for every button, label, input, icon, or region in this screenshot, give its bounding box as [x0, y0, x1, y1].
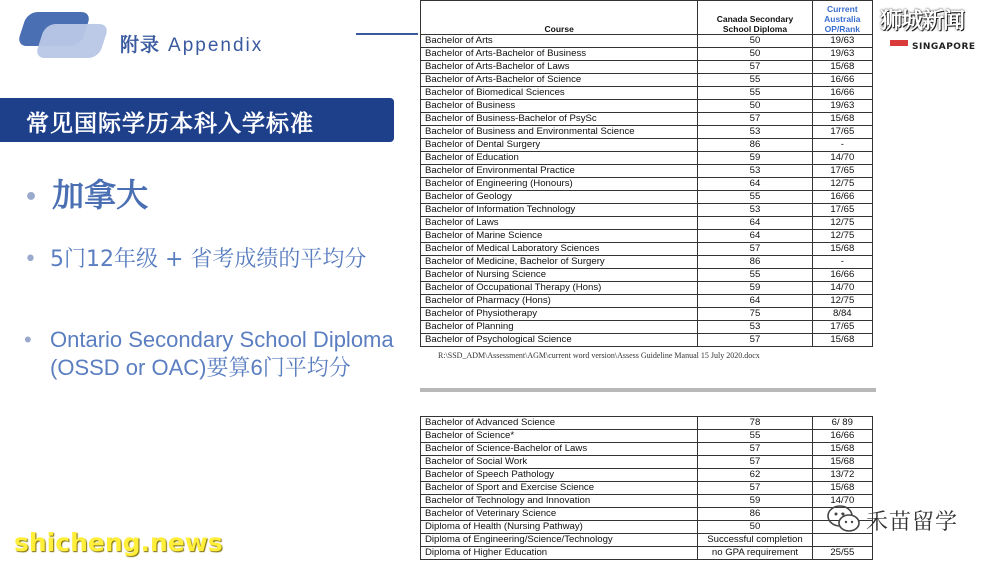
cell-course: Bachelor of Environmental Practice: [421, 165, 698, 178]
cell-diploma: 86: [698, 256, 812, 269]
bullet-ossd: [24, 326, 394, 382]
table-row: [421, 35, 873, 48]
cell-course: Bachelor of Technology and Innovation: [421, 495, 698, 508]
table-row: [421, 178, 873, 191]
header-rank: Current Australia OP/Rank: [812, 1, 872, 35]
cell-course: Bachelor of Speech Pathology: [421, 469, 698, 482]
site-watermark: shicheng.news: [14, 528, 223, 557]
table-row: [421, 508, 873, 521]
table-row: [421, 126, 873, 139]
table-row: [421, 243, 873, 256]
cell-diploma: 59: [698, 495, 812, 508]
cell-rank: [812, 534, 872, 547]
cell-diploma: 78: [698, 417, 812, 430]
cell-rank: 8/84: [812, 308, 872, 321]
cell-course: Bachelor of Arts-Bachelor of Laws: [421, 61, 698, 74]
cell-rank: 15/68: [812, 456, 872, 469]
cell-rank: 16/66: [812, 87, 872, 100]
cell-rank: 14/70: [812, 152, 872, 165]
cell-rank: 15/68: [812, 443, 872, 456]
table-row: [421, 269, 873, 282]
brand-name: 狮城新闻: [880, 9, 965, 34]
table-row: [421, 469, 873, 482]
cell-course: Bachelor of Nursing Science: [421, 269, 698, 282]
cell-diploma: 50: [698, 521, 812, 534]
cell-rank: 19/63: [812, 48, 872, 61]
table-row: [421, 495, 873, 508]
bullet-dot-icon: •: [24, 247, 37, 272]
cell-course: Bachelor of Information Technology: [421, 204, 698, 217]
cell-rank: 12/75: [812, 178, 872, 191]
bullet-text: Ontario Secondary School Diploma (OSSD or OAC)要算6门平均分: [50, 327, 394, 380]
entry-requirements-table: [420, 0, 873, 347]
table-row: [421, 256, 873, 269]
cell-diploma: 55: [698, 87, 812, 100]
cell-rank: -: [812, 256, 872, 269]
cell-course: Bachelor of Education: [421, 152, 698, 165]
table-row: [421, 547, 873, 560]
cell-diploma: 57: [698, 334, 812, 347]
slide-logo-shape-light: [34, 24, 109, 58]
cell-rank: 17/65: [812, 204, 872, 217]
cell-course: Bachelor of Veterinary Science: [421, 508, 698, 521]
cell-diploma: 62: [698, 469, 812, 482]
table-row: [421, 48, 873, 61]
wechat-icon: [826, 504, 862, 534]
cell-diploma: 57: [698, 61, 812, 74]
cell-rank: 14/70: [812, 282, 872, 295]
table-row: [421, 61, 873, 74]
cell-diploma: 57: [698, 113, 812, 126]
cell-diploma: 75: [698, 308, 812, 321]
cell-course: Bachelor of Science-Bachelor of Laws: [421, 443, 698, 456]
cell-diploma: 57: [698, 243, 812, 256]
cell-diploma: 57: [698, 482, 812, 495]
table-row: [421, 139, 873, 152]
cell-course: Bachelor of Physiotherapy: [421, 308, 698, 321]
cell-course: Diploma of Health (Nursing Pathway): [421, 521, 698, 534]
table-row: [421, 417, 873, 430]
appendix-cn: 附录: [120, 34, 161, 56]
header-diploma: Canada Secondary School Diploma: [698, 1, 812, 35]
table-row: [421, 74, 873, 87]
cell-rank: 15/68: [812, 334, 872, 347]
cell-course: Bachelor of Planning: [421, 321, 698, 334]
cell-rank: 12/75: [812, 217, 872, 230]
table-row: [421, 534, 873, 547]
cell-course: Bachelor of Sport and Exercise Science: [421, 482, 698, 495]
cell-rank: 19/63: [812, 35, 872, 48]
cell-course: Bachelor of Geology: [421, 191, 698, 204]
cell-course: Bachelor of Advanced Science: [421, 417, 698, 430]
table-row: [421, 204, 873, 217]
cell-diploma: 53: [698, 165, 812, 178]
cell-course: Bachelor of Engineering (Honours): [421, 178, 698, 191]
cell-course: Diploma of Higher Education: [421, 547, 698, 560]
appendix-heading: [120, 30, 263, 57]
cell-diploma: 50: [698, 100, 812, 113]
cell-course: Bachelor of Dental Surgery: [421, 139, 698, 152]
table-row: [421, 443, 873, 456]
cell-rank: -: [812, 139, 872, 152]
cell-rank: 13/72: [812, 469, 872, 482]
cell-rank: 15/68: [812, 61, 872, 74]
cell-rank: 19/63: [812, 100, 872, 113]
cell-course: Bachelor of Occupational Therapy (Hons): [421, 282, 698, 295]
table-row: [421, 295, 873, 308]
cell-diploma: 55: [698, 269, 812, 282]
bullet-text: 5门12年级 + 省考成绩的平均分: [50, 247, 367, 272]
cell-rank: 17/65: [812, 126, 872, 139]
cell-rank: 15/68: [812, 243, 872, 256]
brand-logo: [878, 4, 996, 56]
banner-title: 常见国际学历本科入学标准: [26, 111, 314, 137]
bullet-dot-icon: •: [24, 327, 32, 352]
cell-diploma: 57: [698, 456, 812, 469]
table-row: [421, 152, 873, 165]
cell-course: Bachelor of Biomedical Sciences: [421, 87, 698, 100]
cell-course: Bachelor of Science*: [421, 430, 698, 443]
cell-course: Bachelor of Arts-Bachelor of Business: [421, 48, 698, 61]
cell-diploma: 55: [698, 74, 812, 87]
cell-course: Bachelor of Medical Laboratory Sciences: [421, 243, 698, 256]
table-footnote: R:\SSD_ADM\Assessment\AGM\current word version\Assess Guideline Manual 15 July 2020.docx: [438, 351, 760, 360]
cell-rank: 12/75: [812, 230, 872, 243]
appendix-en: Appendix: [168, 35, 264, 56]
cell-rank: 14/70: [812, 495, 872, 508]
cell-course: Bachelor of Pharmacy (Hons): [421, 295, 698, 308]
cell-diploma: 64: [698, 230, 812, 243]
title-banner: [0, 98, 394, 142]
header-course: Course: [421, 1, 698, 35]
cell-diploma: 53: [698, 321, 812, 334]
cell-diploma: 64: [698, 178, 812, 191]
cell-diploma: 53: [698, 204, 812, 217]
page-divider: [420, 388, 876, 392]
cell-course: Bachelor of Marine Science: [421, 230, 698, 243]
singapore-flag-icon: [890, 40, 908, 52]
bullet-dot-icon: •: [24, 184, 39, 210]
cell-diploma: Successful completion: [698, 534, 812, 547]
bullet-text: 加拿大: [52, 176, 149, 214]
table-row: [421, 334, 873, 347]
cell-diploma: 64: [698, 295, 812, 308]
cell-diploma: 53: [698, 126, 812, 139]
bullet-grade12: [24, 246, 384, 274]
cell-course: Bachelor of Arts-Bachelor of Science: [421, 74, 698, 87]
cell-rank: 17/65: [812, 321, 872, 334]
cell-diploma: 86: [698, 508, 812, 521]
table-row: [421, 521, 873, 534]
table-row: [421, 100, 873, 113]
table-row: [421, 282, 873, 295]
bullet-canada: [24, 170, 148, 216]
cell-rank: 16/66: [812, 74, 872, 87]
cell-diploma: 50: [698, 48, 812, 61]
cell-diploma: 55: [698, 191, 812, 204]
cell-rank: 12/75: [812, 295, 872, 308]
cell-diploma: 55: [698, 430, 812, 443]
cell-course: Bachelor of Business: [421, 100, 698, 113]
cell-course: Bachelor of Business and Environmental Science: [421, 126, 698, 139]
cell-rank: 16/66: [812, 430, 872, 443]
table-row: [421, 482, 873, 495]
table-row: [421, 321, 873, 334]
cell-course: Bachelor of Business-Bachelor of PsySc: [421, 113, 698, 126]
cell-rank: 16/66: [812, 269, 872, 282]
wechat-account-label: 禾苗留学: [866, 510, 959, 535]
brand-sub: SINGAPORE: [912, 42, 976, 52]
cell-diploma: 59: [698, 152, 812, 165]
cell-rank: 16/66: [812, 191, 872, 204]
cell-diploma: 86: [698, 139, 812, 152]
table-row: [421, 430, 873, 443]
cell-course: Bachelor of Psychological Science: [421, 334, 698, 347]
cell-diploma: 59: [698, 282, 812, 295]
table-row: [421, 87, 873, 100]
cell-rank: 25/55: [812, 547, 872, 560]
cell-rank: 15/68: [812, 482, 872, 495]
cell-diploma: 57: [698, 443, 812, 456]
table-row: [421, 191, 873, 204]
table-row: [421, 308, 873, 321]
cell-diploma: 50: [698, 35, 812, 48]
table-row: [421, 230, 873, 243]
cell-course: Bachelor of Social Work: [421, 456, 698, 469]
cell-rank: 17/65: [812, 165, 872, 178]
cell-rank: 6/ 89: [812, 417, 872, 430]
table-row: [421, 165, 873, 178]
cell-course: Bachelor of Laws: [421, 217, 698, 230]
cell-rank: 15/68: [812, 113, 872, 126]
entry-requirements-table-continued: [420, 416, 873, 560]
cell-diploma: no GPA requirement: [698, 547, 812, 560]
cell-diploma: 64: [698, 217, 812, 230]
table-row: [421, 217, 873, 230]
table-row: [421, 113, 873, 126]
heading-rule: [356, 33, 418, 35]
cell-course: Diploma of Engineering/Science/Technology: [421, 534, 698, 547]
table-row: [421, 456, 873, 469]
cell-course: Bachelor of Medicine, Bachelor of Surgery: [421, 256, 698, 269]
cell-course: Bachelor of Arts: [421, 35, 698, 48]
